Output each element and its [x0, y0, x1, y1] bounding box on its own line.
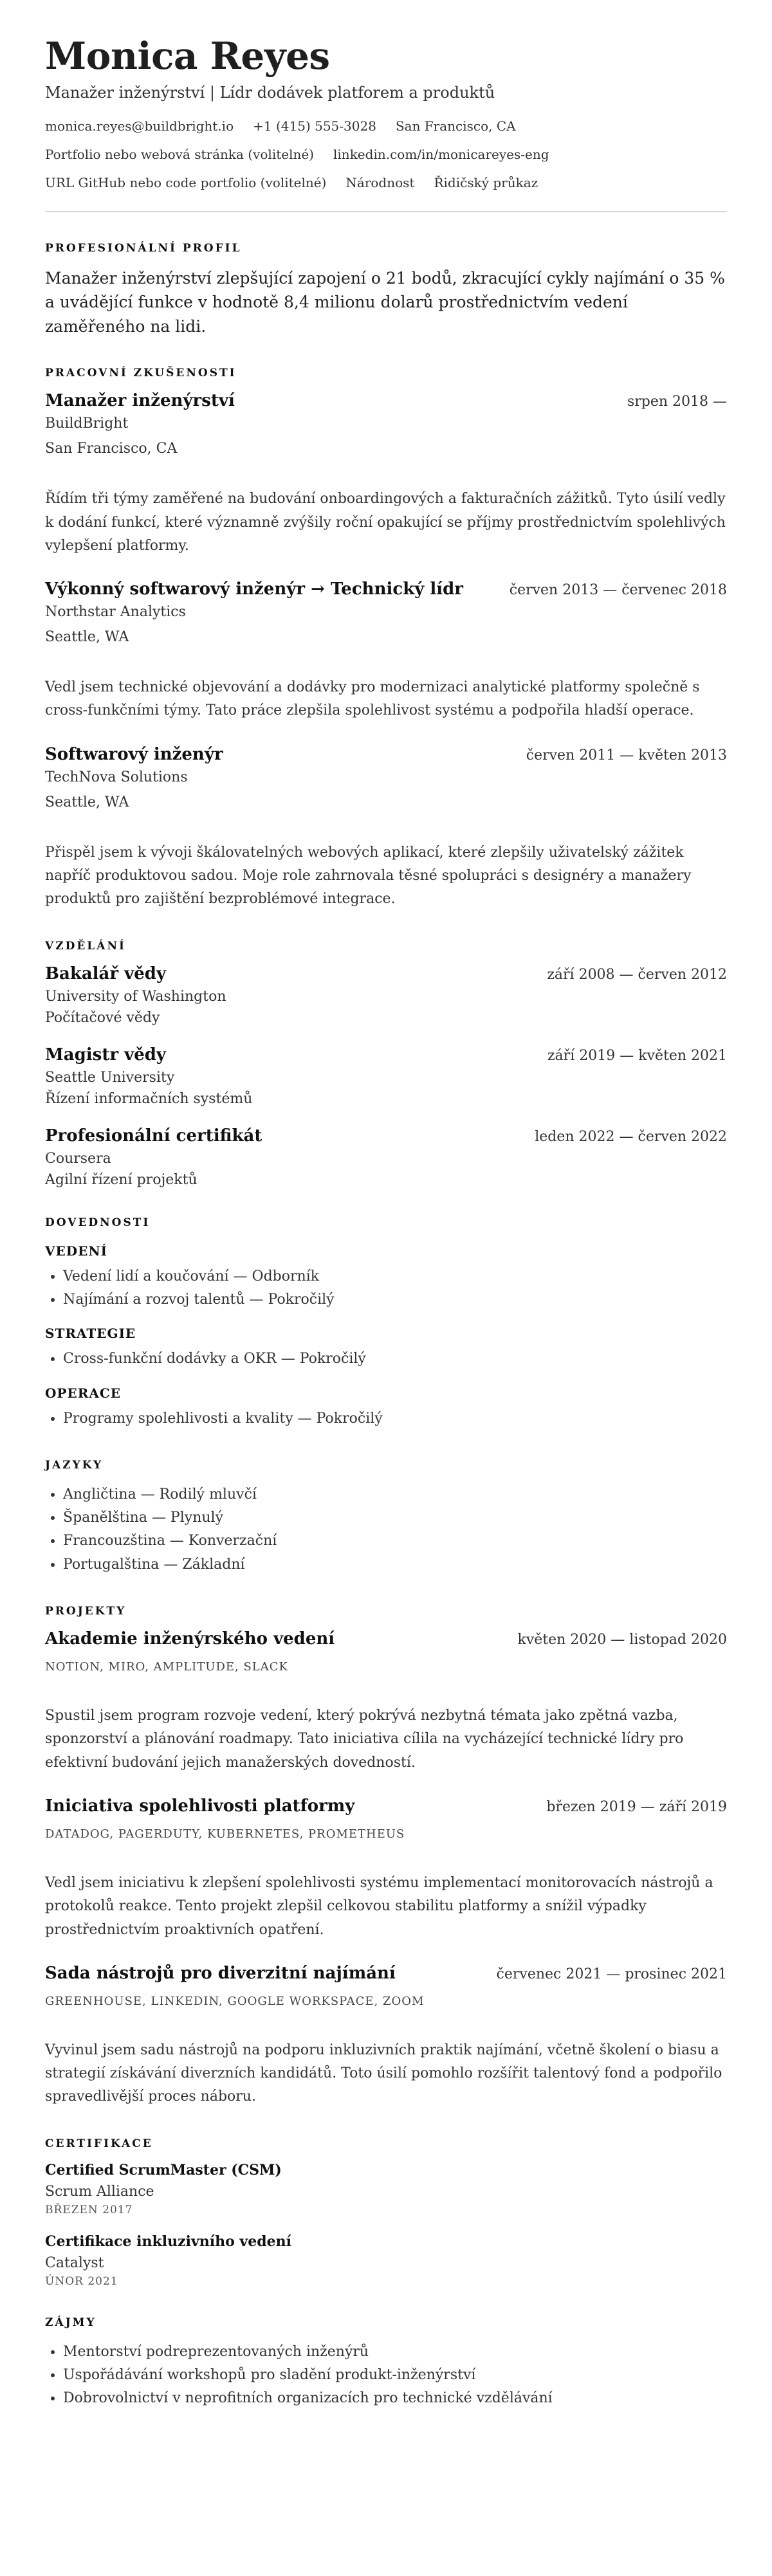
- section-title: DOVEDNOSTI: [45, 1216, 151, 1229]
- skill-item: • Vedení lidí a koučování — Odborník: [63, 1265, 727, 1288]
- certification-entry: [45, 2233, 727, 2288]
- job-title: Softwarový inženýr: [45, 744, 223, 764]
- education-date: září 2019 — květen 2021: [547, 1047, 727, 1064]
- interest-item: • Dobrovolnictví v neprofitních organizacích pro technické vzdělávání: [63, 2387, 727, 2410]
- education-date: září 2008 — červen 2012: [547, 966, 727, 983]
- company: BuildBright: [45, 416, 129, 432]
- language-item: • Francouzština — Konverzační: [63, 1530, 727, 1553]
- field-of-study: Agilní řízení projektů: [45, 1171, 198, 1188]
- headline: Manažer inženýrství | Lídr dodávek platforem a produktů: [45, 83, 495, 102]
- education-entry: [45, 1045, 727, 1107]
- drivers-license: Řidičský průkaz: [434, 174, 538, 190]
- school: Coursera: [45, 1150, 111, 1167]
- certifications-section: [45, 2137, 727, 2288]
- section-title: PRACOVNÍ ZKUŠENOSTI: [45, 367, 237, 380]
- job-location: Seattle, WA: [45, 794, 129, 810]
- project-tools: DATADOG, PAGERDUTY, KUBERNETES, PROMETHEUS: [45, 1827, 405, 1841]
- project-entry: [45, 1964, 727, 2109]
- education-entry: [45, 1126, 727, 1188]
- certification-date: ÚNOR 2021: [45, 2274, 118, 2288]
- project-description: Vyvinul jsem sadu nástrojů na podporu inkluzivních praktik najímání, včetně školení o biasu a strategií získávání diverzních kandidátů. Toto úsilí pomohlo rozšířit talentový fond a podpořilo spravedlivější proces náboru.: [45, 2042, 722, 2105]
- project-title: Iniciativa spolehlivosti platformy: [45, 1796, 355, 1816]
- school: Seattle University: [45, 1069, 175, 1086]
- section-title: PROJEKTY: [45, 1605, 127, 1618]
- education-entry: [45, 964, 727, 1026]
- field-of-study: Počítačové vědy: [45, 1009, 160, 1026]
- project-date: červenec 2021 — prosinec 2021: [496, 1966, 727, 1982]
- language-list: [45, 1483, 727, 1576]
- job-description: Vedl jsem technické objevování a dodávky pro modernizaci analytické platformy společně s cross-funkčními týmy. Tato práce zlepšila spolehlivost systému a podpořila hladší operace.: [45, 679, 700, 719]
- header-divider: [45, 211, 727, 212]
- language-item: • Španělština — Plynulý: [63, 1506, 727, 1530]
- certification-name: Certifikace inkluzivního vedení: [45, 2233, 291, 2250]
- profile-text: Manažer inženýrství zlepšující zapojení o 21 bodů, zkracující cykly najímání o 35 % a uvádějící funkce v hodnotě 8,4 milionu dolarů prostřednictvím vedení zaměřeného na lidi.: [45, 268, 725, 336]
- skill-item: • Cross-funkční dodávky a OKR — Pokročilý: [63, 1347, 727, 1371]
- skill-category: VEDENÍ: [45, 1243, 107, 1259]
- degree: Bakalář vědy: [45, 964, 167, 983]
- contact-row-3: [45, 175, 727, 190]
- job-description: Řídím tři týmy zaměřené na budování onboardingových a fakturačních zážitků. Tyto úsilí vedly k dodání funkcí, které významně zvýšily roční opakující se příjmy prostřednictvím spolehlivých vylepšení platformy.: [45, 491, 726, 554]
- github-link[interactable]: URL GitHub nebo code portfolio (volitelné): [45, 174, 327, 190]
- language-item: • Portugalština — Základní: [63, 1553, 727, 1576]
- skill-list: [45, 1347, 727, 1371]
- skills-section: [45, 1216, 727, 1430]
- project-description: Vedl jsem iniciativu k zlepšení spolehlivosti systému implementací monitorovacích nástrojů a protokolů reakce. Tento projekt zlepšil celkovou stabilitu platformy a snížil výpadky prostřednictvím proaktivních opatření.: [45, 1874, 713, 1938]
- job-date: srpen 2018 —: [627, 394, 727, 410]
- skill-item: • Programy spolehlivosti a kvality — Pokročilý: [63, 1407, 727, 1430]
- email-link[interactable]: monica.reyes@buildbright.io: [45, 118, 234, 134]
- project-date: květen 2020 — listopad 2020: [517, 1632, 727, 1649]
- project-entry: [45, 1629, 727, 1775]
- certification-issuer: Scrum Alliance: [45, 2183, 154, 2200]
- language-item: • Angličtina — Rodilý mluvčí: [63, 1483, 727, 1506]
- job-date: červen 2013 — červenec 2018: [509, 582, 727, 599]
- section-title: JAZYKY: [45, 1458, 104, 1472]
- portfolio-link[interactable]: Portfolio nebo webová stránka (volitelné): [45, 146, 315, 162]
- interests-section: [45, 2316, 727, 2411]
- section-title: VZDĚLÁNÍ: [45, 939, 126, 953]
- project-date: březen 2019 — září 2019: [546, 1798, 727, 1815]
- job-location: San Francisco, CA: [45, 441, 178, 457]
- linkedin-link[interactable]: linkedin.com/in/monicareyes-eng: [333, 146, 549, 162]
- section-title: ZÁJMY: [45, 2316, 96, 2329]
- school: University of Washington: [45, 988, 226, 1005]
- interest-list: [45, 2341, 727, 2411]
- degree: Profesionální certifikát: [45, 1126, 262, 1146]
- experience-entry: [45, 391, 727, 558]
- skill-list: [45, 1407, 727, 1430]
- experience-section: [45, 367, 727, 911]
- contact-row-1: [45, 118, 727, 134]
- skill-list: [45, 1265, 727, 1312]
- location: San Francisco, CA: [395, 118, 516, 134]
- certification-date: BŘEZEN 2017: [45, 2203, 133, 2216]
- certification-name: Certified ScrumMaster (CSM): [45, 2161, 282, 2179]
- phone-number[interactable]: +1 (415) 555-3028: [253, 118, 376, 134]
- experience-entry: [45, 745, 727, 911]
- education-date: leden 2022 — červen 2022: [535, 1128, 727, 1145]
- certification-issuer: Catalyst: [45, 2254, 104, 2271]
- job-title: Výkonný softwarový inženýr → Technický lídr: [45, 580, 463, 599]
- contact-row-2: [45, 147, 727, 162]
- section-title: PROFESIONÁLNÍ PROFIL: [45, 241, 242, 255]
- section-title: CERTIFIKACE: [45, 2137, 153, 2150]
- skill-category: STRATEGIE: [45, 1326, 136, 1342]
- job-location: Seattle, WA: [45, 629, 129, 646]
- project-description: Spustil jsem program rozvoje vedení, který pokrývá nezbytná témata jako zpětná vazba, sponzorství a plánování roadmapy. Tato iniciativa cílila na vycházející technické lídry pro efektivní budování jejich manažerských dovedností.: [45, 1708, 684, 1771]
- company: TechNova Solutions: [45, 769, 188, 785]
- project-tools: NOTION, MIRO, AMPLITUDE, SLACK: [45, 1660, 288, 1674]
- experience-entry: [45, 580, 727, 723]
- project-tools: GREENHOUSE, LINKEDIN, GOOGLE WORKSPACE, ZOOM: [45, 1994, 425, 2008]
- project-entry: [45, 1796, 727, 1942]
- certification-entry: [45, 2162, 727, 2216]
- skill-category: OPERACE: [45, 1385, 122, 1401]
- languages-section: [45, 1459, 727, 1576]
- job-description: Přispěl jsem k vývoji škálovatelných webových aplikací, které zlepšily uživatelský zážitek napříč produktovou sadou. Moje role zahrnovala těsné spolupráci s designéry a manažery produktů pro zajištění bezproblémové integrace.: [45, 844, 692, 908]
- interest-item: • Uspořádávání workshopů pro sladění produkt-inženýrství: [63, 2364, 727, 2387]
- degree: Magistr vědy: [45, 1045, 167, 1064]
- company: Northstar Analytics: [45, 604, 186, 621]
- nationality: Národnost: [345, 174, 415, 190]
- projects-section: [45, 1605, 727, 2109]
- interest-item: • Mentorství podreprezentovaných inženýrů: [63, 2341, 727, 2364]
- profile-section: [45, 242, 727, 339]
- education-section: [45, 940, 727, 1188]
- project-title: Sada nástrojů pro diverzitní najímání: [45, 1963, 396, 1983]
- job-date: červen 2011 — květen 2013: [526, 747, 727, 763]
- skill-item: • Najímání a rozvoj talentů — Pokročilý: [63, 1288, 727, 1311]
- project-title: Akademie inženýrského vedení: [45, 1629, 335, 1649]
- field-of-study: Řízení informačních systémů: [45, 1090, 253, 1107]
- job-title: Manažer inženýrství: [45, 391, 235, 411]
- candidate-name: Monica Reyes: [45, 34, 330, 78]
